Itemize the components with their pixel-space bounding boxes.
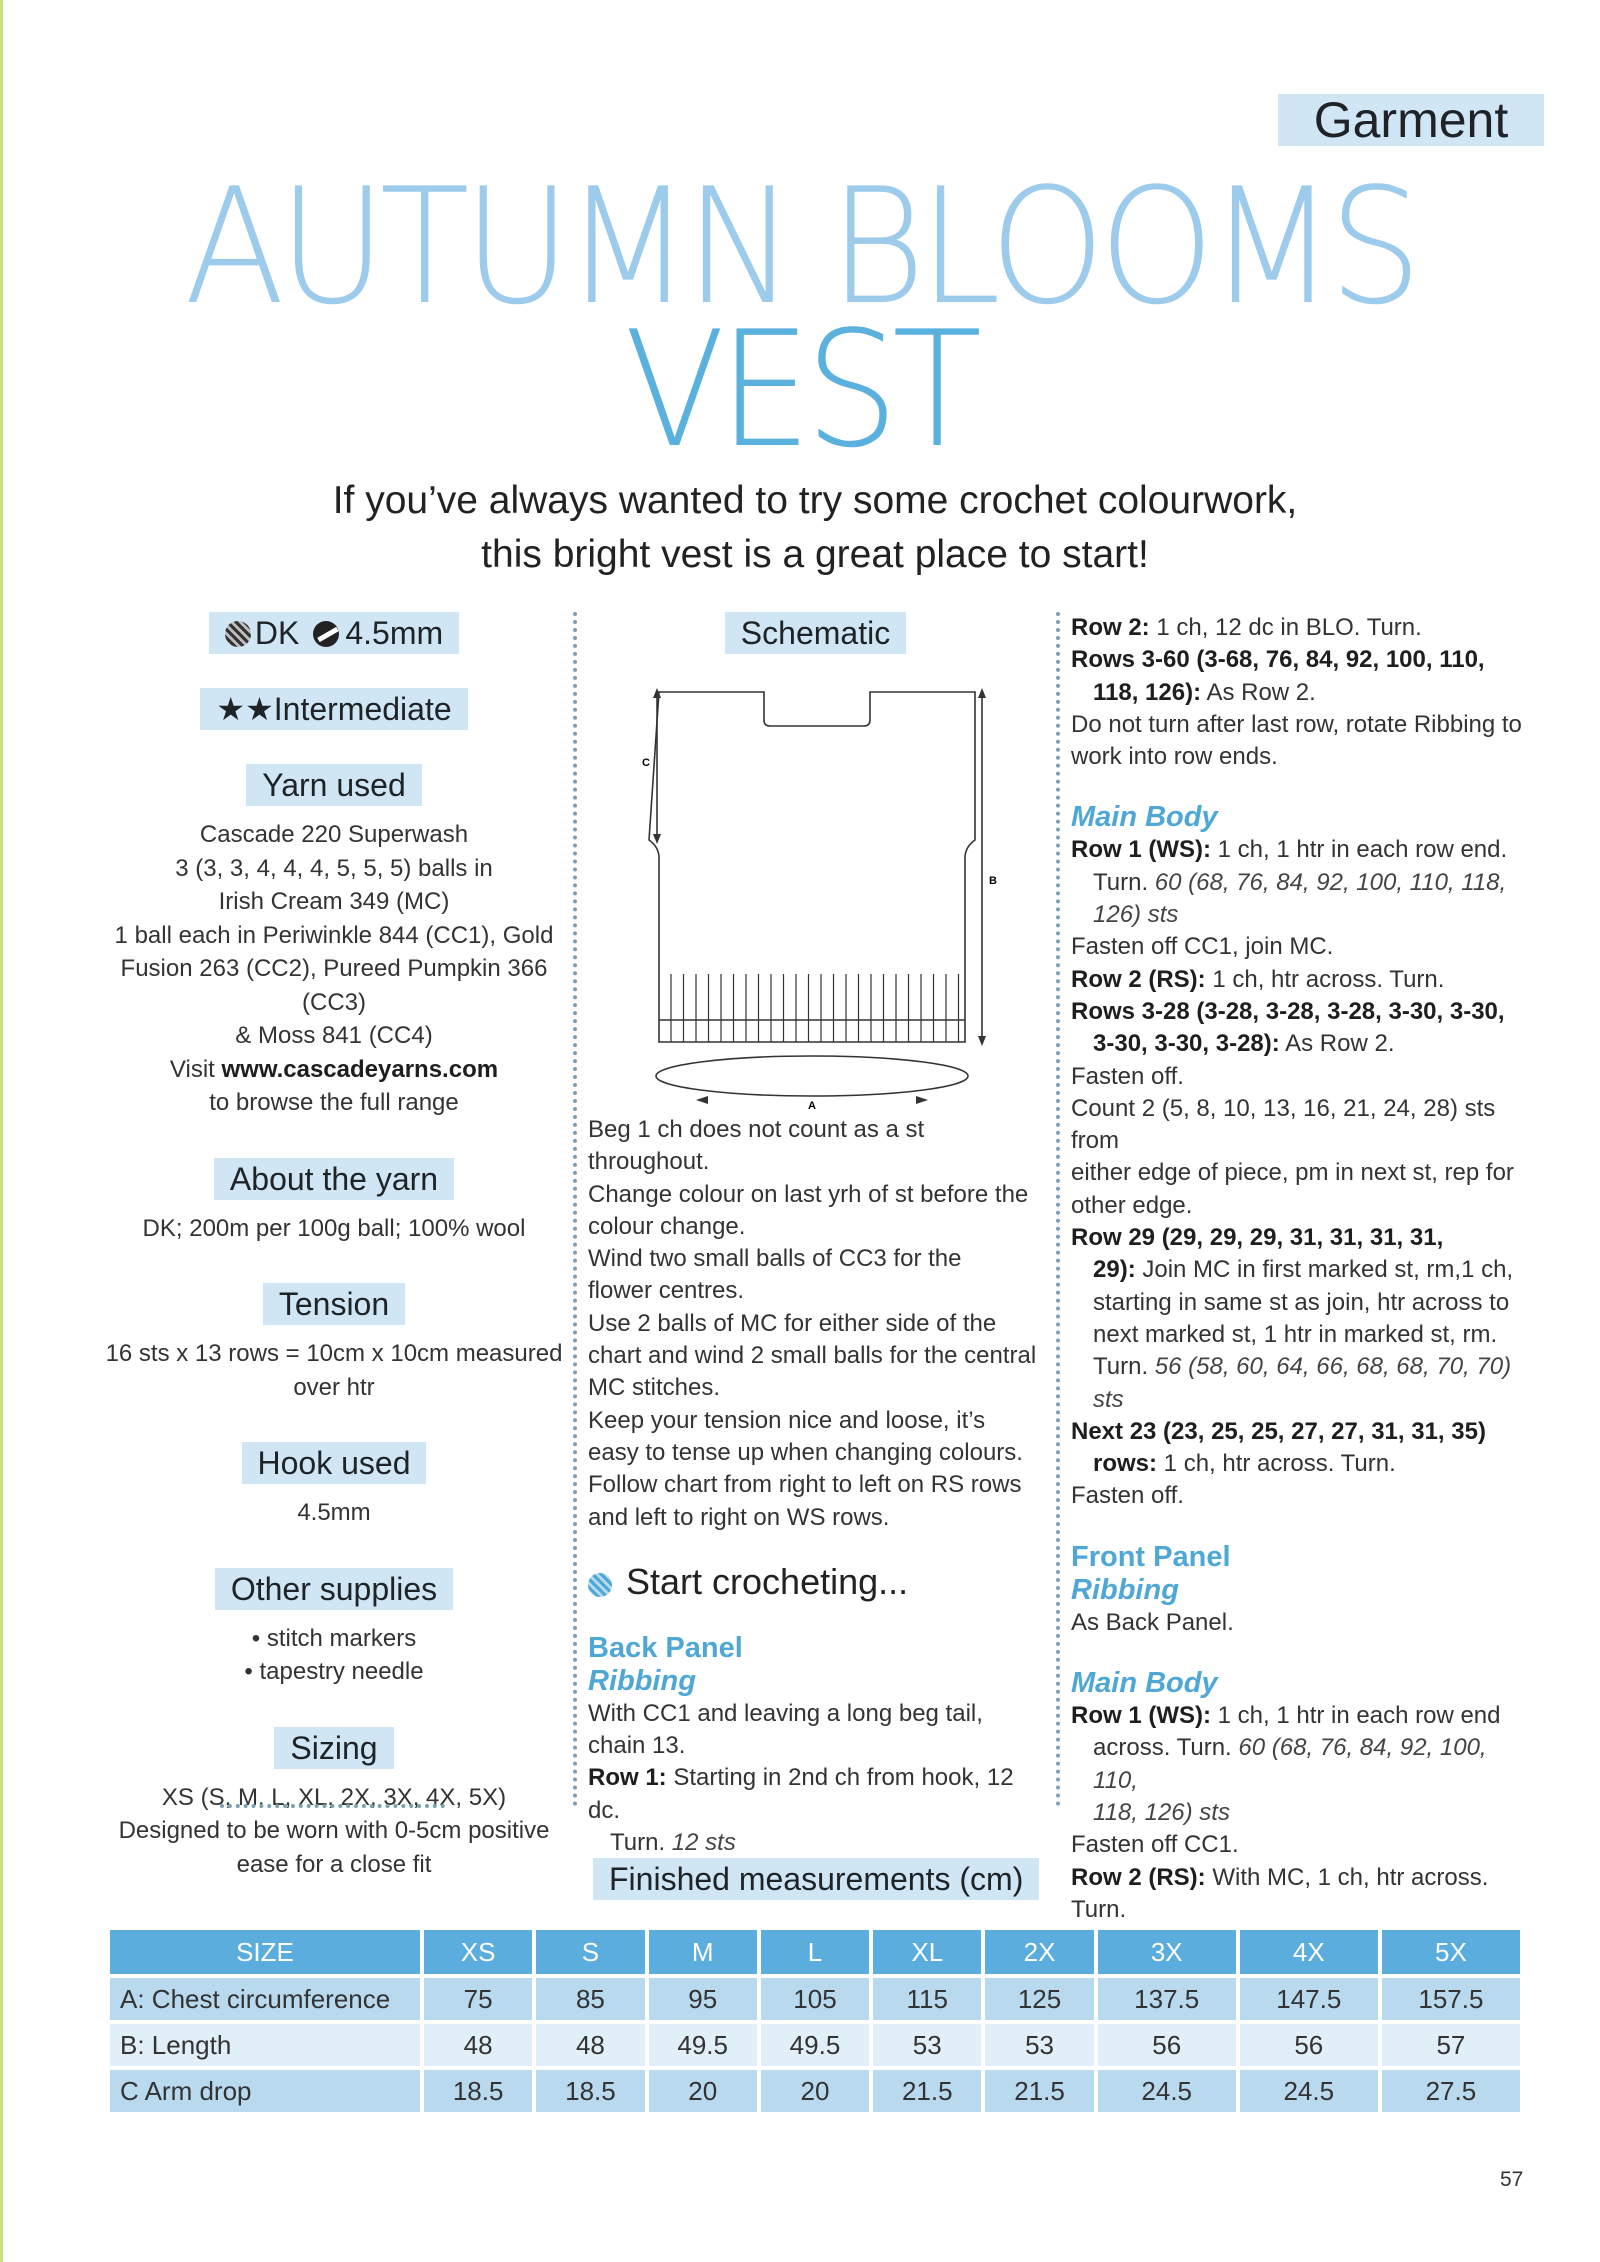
front-panel-heading: Front Panel xyxy=(1071,1540,1231,1573)
start-crocheting-heading: Start crocheting... xyxy=(588,1560,1043,1604)
front-main-body-heading: Main Body xyxy=(1071,1667,1218,1700)
page-edge-strip xyxy=(0,0,3,2262)
table-cell: 147.5 xyxy=(1240,1978,1378,2020)
table-cell: 24.5 xyxy=(1098,2070,1236,2112)
label-c: C xyxy=(642,757,650,769)
table-row xyxy=(110,1978,1520,2020)
yarn-ball-icon xyxy=(588,1573,612,1597)
ribbing-instructions: With CC1 and leaving a long beg tail, chain 13. Row 1: Starting in 2nd ch from hook, 12 dc. Turn. 12 sts xyxy=(588,1699,1014,1857)
pattern-column xyxy=(588,612,1043,1859)
table-header-cell: S xyxy=(536,1930,644,1974)
page-title-line1: AUTUMN BLOOMS xyxy=(184,153,1416,340)
table-header-cell: M xyxy=(649,1930,757,1974)
measurements-table xyxy=(106,1926,1524,2116)
table-header-cell: L xyxy=(761,1930,869,1974)
chest-ellipse xyxy=(656,1056,968,1096)
difficulty-badge: ★★Intermediate xyxy=(200,688,467,730)
intro-line1: If you’ve always wanted to try some crochet colourwork, xyxy=(332,479,1298,522)
finished-measurements-heading: Finished measurements (cm) xyxy=(593,1858,1039,1900)
table-cell: 137.5 xyxy=(1098,1978,1236,2020)
table-cell: A: Chest circumference xyxy=(110,1978,420,2020)
yarn-ball-icon xyxy=(225,621,251,647)
about-yarn-heading: About the yarn xyxy=(214,1158,454,1200)
section-tag: Garment xyxy=(1278,94,1544,146)
front-ribbing-heading: Ribbing xyxy=(1071,1573,1179,1606)
table-header-cell: 4X xyxy=(1240,1930,1378,1974)
main-body-heading: Main Body xyxy=(1071,801,1218,834)
table-header-cell: 3X xyxy=(1098,1930,1236,1974)
page-number: 57 xyxy=(1500,2168,1524,2191)
table-cell: 18.5 xyxy=(536,2070,644,2112)
table-cell: 20 xyxy=(761,2070,869,2112)
front-main-body-instructions: Row 1 (WS): 1 ch, 1 htr in each row end across. Turn. 60 (68, 76, 84, 92, 100, 110, 118, 126) sts Fasten off CC1. Row 2 (RS): With MC, 1 ch, htr across. Turn. xyxy=(1071,1702,1501,1923)
table-cell: 21.5 xyxy=(873,2070,981,2112)
table-cell: 75 xyxy=(424,1978,532,2020)
label-b: B xyxy=(989,875,997,887)
table-cell: B: Length xyxy=(110,2024,420,2066)
sizing-heading: Sizing xyxy=(274,1727,393,1769)
sizing-text: XS (S, M, L, XL, 2X, 3X, 4X, 5X) Designed to be worn with 0-5cm positive ease for a close fit xyxy=(118,1783,550,1878)
table-cell: 24.5 xyxy=(1240,2070,1378,2112)
hook-icon xyxy=(313,621,339,647)
table-header-cell: 5X xyxy=(1382,1930,1520,1974)
back-panel-heading: Back Panel xyxy=(588,1631,743,1664)
yarn-url-link[interactable]: www.cascadeyarns.com xyxy=(221,1055,499,1083)
front-ribbing-text: As Back Panel. xyxy=(1071,1608,1234,1636)
schematic-heading: Schematic xyxy=(725,612,906,654)
ribbing-lines xyxy=(671,974,959,1042)
table-cell: 57 xyxy=(1382,2024,1520,2066)
yarn-weight-badge: DK 4.5mm xyxy=(209,612,459,654)
table-cell: 105 xyxy=(761,1978,869,2020)
other-supplies-heading: Other supplies xyxy=(215,1568,453,1610)
back-ribbing-continued: Row 2: 1 ch, 12 dc in BLO. Turn. Rows 3-60 (3-68, 76, 84, 92, 100, 110, 118, 126): As Row 2. Do not turn after last row, rotate Ribbing to work into row ends. xyxy=(1071,614,1522,771)
table-cell: 56 xyxy=(1240,2024,1378,2066)
column-end-divider xyxy=(220,1804,445,1808)
table-cell: 48 xyxy=(536,2024,644,2066)
main-body-instructions: Row 1 (WS): 1 ch, 1 htr in each row end. Turn. 60 (68, 76, 84, 92, 100, 110, 118, 126) sts Fasten off CC1, join MC. Row 2 (RS): 1 ch, htr across. Turn. Rows 3-28 (3-28, 3-28, 3-28, 3-30, 3-30, 3-30, 3-30, 3-28): As Row 2. Fasten off. Count 2 (5, 8, 10, 13, 16, 21, 24, 28) sts from either edge of piece, pm in next st, rep for other edge. Row 29 (29, 29, 29, 31, 31, 31, 31, 29): Join MC in first marked st, rm,1 ch, starting in same st as join, htr across to next marked st, 1 htr in marked st, rm. Turn. 56 (58, 60, 64, 66, 68, 68, 70, 70) sts Next 23 (23, 25, 25, 27, 27, 31, 31, 35) rows: 1 ch, htr across. Turn. Fasten off. xyxy=(1071,836,1514,1510)
table-cell: 115 xyxy=(873,1978,981,2020)
table-cell: C Arm drop xyxy=(110,2070,420,2112)
table-cell: 18.5 xyxy=(424,2070,532,2112)
table-row xyxy=(110,2070,1520,2112)
table-cell: 85 xyxy=(536,1978,644,2020)
info-column xyxy=(100,612,568,1919)
about-yarn-text: DK; 200m per 100g ball; 100% wool xyxy=(142,1214,526,1242)
table-cell: 27.5 xyxy=(1382,2070,1520,2112)
column-divider-2 xyxy=(1056,612,1060,1807)
yarn-used-text: Cascade 220 Superwash 3 (3, 3, 4, 4, 4, 5, 5, 5) balls in Irish Cream 349 (MC) 1 ball each in Periwinkle 844 (CC1), Gold Fusion 263 (CC2), Pureed Pumpkin 366 (CC3) & Moss 841 (CC4) Visit www.cascadeyarns.com to browse the full range xyxy=(114,821,554,1116)
table-header-row xyxy=(110,1930,1520,1974)
intro-line2: this bright vest is a great place to start! xyxy=(481,533,1149,576)
table-cell: 125 xyxy=(985,1978,1093,2020)
table-cell: 157.5 xyxy=(1382,1978,1520,2020)
column-divider-1 xyxy=(573,612,577,1807)
table-cell: 20 xyxy=(649,2070,757,2112)
table-header-cell: 2X xyxy=(985,1930,1093,1974)
table-cell: 95 xyxy=(649,1978,757,2020)
table-row xyxy=(110,2024,1520,2066)
vest-schematic-diagram xyxy=(588,662,1043,1112)
pattern-notes: Beg 1 ch does not count as a st throughout. Change colour on last yrh of st before the colour change. Wind two small balls of CC3 for the flower centres. Use 2 balls of MC for either side of the chart and wind 2 small balls for the central MC stitches. Keep your tension nice and loose, it’s easy to tense up when changing colours. Follow chart from right to left on RS rows and left to right on WS rows. xyxy=(588,1116,1037,1531)
table-cell: 53 xyxy=(873,2024,981,2066)
tension-heading: Tension xyxy=(263,1283,405,1325)
page-title-line2: VEST xyxy=(624,296,976,483)
table-cell: 56 xyxy=(1098,2024,1236,2066)
label-a: A xyxy=(808,1100,816,1112)
table-header-cell: SIZE xyxy=(110,1930,420,1974)
vest-outline xyxy=(649,692,975,1042)
table-cell: 49.5 xyxy=(761,2024,869,2066)
table-cell: 21.5 xyxy=(985,2070,1093,2112)
table-cell: 49.5 xyxy=(649,2024,757,2066)
ribbing-heading: Ribbing xyxy=(588,1664,696,1697)
other-supplies-list: • stitch markers • tapestry needle xyxy=(244,1624,424,1685)
instructions-column xyxy=(1071,612,1531,1926)
table-header-cell: XS xyxy=(424,1930,532,1974)
table-cell: 53 xyxy=(985,2024,1093,2066)
table-cell: 48 xyxy=(424,2024,532,2066)
table-header-cell: XL xyxy=(873,1930,981,1974)
yarn-used-heading: Yarn used xyxy=(246,764,422,806)
star-rating-icon: ★★ xyxy=(216,691,274,727)
hook-used-heading: Hook used xyxy=(242,1442,427,1484)
hook-used-text: 4.5mm xyxy=(297,1499,371,1526)
tension-text: 16 sts x 13 rows = 10cm x 10cm measured over htr xyxy=(105,1340,563,1401)
